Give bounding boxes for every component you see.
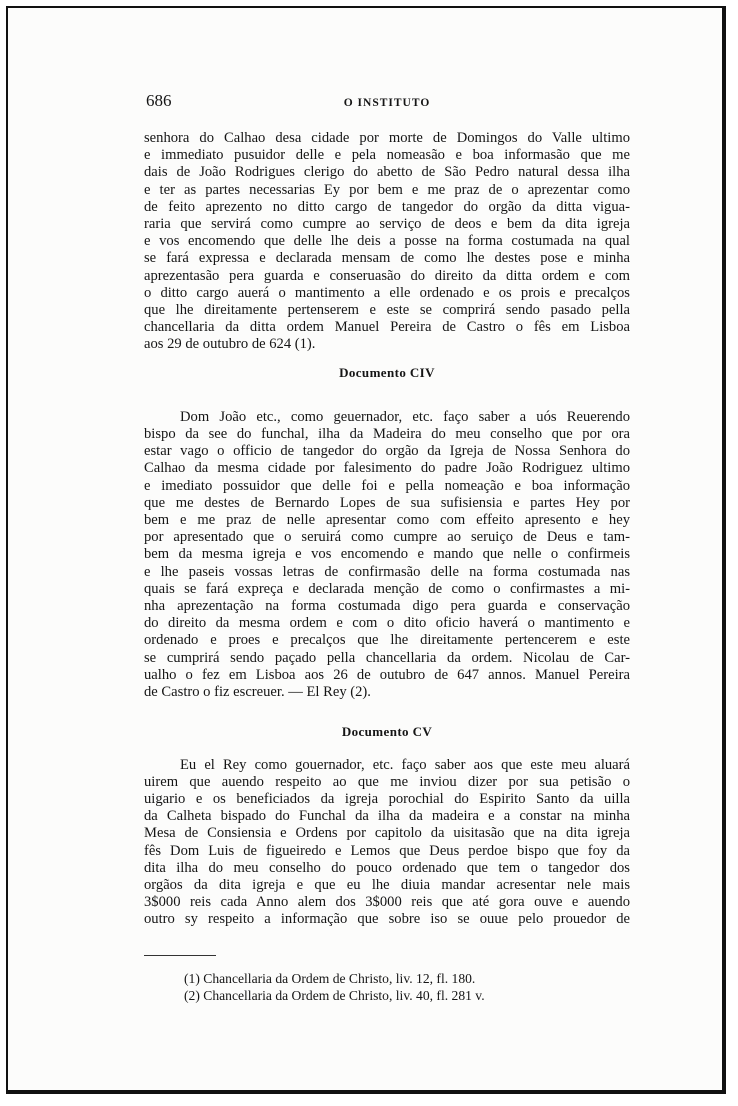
footnotes bbox=[144, 970, 630, 1004]
text-line: e immediato pusuidor delle e pela nomeasão e boa informasão que me bbox=[144, 147, 630, 164]
footnote-divider bbox=[144, 955, 216, 956]
page-number: 686 bbox=[146, 91, 172, 110]
text-line: bem da mesma igreja e vos encomendo e mando que nelle o confirmeis bbox=[144, 546, 630, 563]
book-page bbox=[144, 92, 630, 1004]
text-line: Calhao da mesma cidade por falesimento do padre João Rodriguez ultimo bbox=[144, 460, 630, 477]
text-line: do direito da mesma ordem e com o dito oficio haverá o mantimento e bbox=[144, 615, 630, 632]
text-line: aos 29 de outubro de 624 (1). bbox=[144, 336, 316, 353]
text-line: o ditto cargo auerá o mantimento a elle ordenado e os prois e precalços bbox=[144, 284, 630, 301]
text-line: ordenado e proes e precalços que lhe direitamente pertencerem e este bbox=[144, 632, 630, 649]
document-cv-heading: Documento CV bbox=[341, 724, 433, 740]
text-line: fês Dom Luis de figueiredo e Lemos que Deus perdoe bispo que foy da bbox=[144, 842, 630, 859]
text-line: da Calheta bispado do Funchal da ilha da madeira e a constar na minha bbox=[144, 808, 630, 825]
running-head bbox=[144, 92, 630, 116]
text-line: se cumprirá sendo paçado pella chancellaria da ordem. Nicolau de Car- bbox=[144, 649, 630, 666]
text-line: que lhe direitamente pertenserem e este se comprirá sendo pasado pella bbox=[144, 302, 630, 319]
text-line: Dom João etc., como geuernador, etc. faço saber a uós Reuerendo bbox=[180, 408, 630, 425]
text-line: dais de João Rodrigues clerigo do abetto de São Pedro natural dessa ilha bbox=[144, 164, 630, 181]
footnote-1: (1) Chancellaria da Ordem de Christo, liv. 12, fl. 180. bbox=[184, 970, 476, 986]
paragraph-document-civ bbox=[144, 409, 630, 701]
text-line: outro sy respeito a informação que sobre iso se ouue pelo prouedor de bbox=[144, 911, 630, 928]
text-line: por apresentado que o seruirá como cumpre ao seruiço de Deus e tam- bbox=[144, 529, 630, 546]
paragraph-document-cv bbox=[144, 757, 630, 929]
text-line: Mesa de Consiensia e Ordens por capitolo da uisitasão que na dita igreja bbox=[144, 825, 630, 842]
text-line: Eu el Rey como gouernador, etc. faço saber aos que este meu aluará bbox=[180, 756, 630, 773]
footnote-2: (2) Chancellaria da Ordem de Christo, liv. 40, fl. 281 v. bbox=[184, 987, 485, 1003]
text-line: de Castro o fiz escreuer. — El Rey (2). bbox=[144, 684, 371, 701]
text-line: quais se fará expreça e declarada menção de como o confirmastes a mi- bbox=[144, 580, 630, 597]
text-line: dita ilha do meu conselho do pouco ordenado que tem o tangedor dos bbox=[144, 859, 630, 876]
text-line: que me destes de Bernardo Lopes de sua sufisiensia e partes Hey por bbox=[144, 494, 630, 511]
text-line: e vos encomendo que delle lhe deis a posse na forma costumada na qual bbox=[144, 233, 630, 250]
text-line: 3$000 reis cada Anno alem dos 3$000 reis que até gora ouve e auendo bbox=[144, 894, 630, 911]
text-line: raria que servirá como cumpre ao serviço de deos e bem da dita igreja bbox=[144, 216, 630, 233]
text-line: bem e me praz de nelle apresentar como com effeito apresento e hey bbox=[144, 512, 630, 529]
text-line: bispo da see do funchal, ilha da Madeira do meu conselho que por ora bbox=[144, 426, 630, 443]
text-line: senhora do Calhao desa cidade por morte de Domingos do Valle ultimo bbox=[144, 130, 630, 146]
text-line: de feito aprezento no ditto cargo de tangedor do orgão da ditta vigua- bbox=[144, 198, 630, 215]
text-line: uigario e os beneficiados da igreja porochial do Espirito Santo da uilla bbox=[144, 790, 630, 807]
text-line: aprezentasão pera guarda e conseruasão do direito da ditta ordem e com bbox=[144, 267, 630, 284]
paragraph-continuation bbox=[144, 130, 630, 354]
text-line: orgãos da dita igreja e que eu lhe diuia mandar acresentar nele mais bbox=[144, 876, 630, 893]
document-civ-heading: Documento CIV bbox=[339, 364, 435, 380]
text-line: estar vago o officio de tangedor do orgão da Igreja de Nossa Senhora do bbox=[144, 443, 630, 460]
text-line: e lhe paseis vossas letras de confirmasão delle na forma costumada nas bbox=[144, 563, 630, 580]
text-line: nha aprezentação na forma costumada digo pera guarda e conservação bbox=[144, 598, 630, 615]
text-line: e imediato possuidor que delle foi e pella nomeação e boa informação bbox=[144, 477, 630, 494]
text-line: e ter as partes necessarias Ey por bem e me praz de o aprezentar como bbox=[144, 181, 630, 198]
text-line: uirem que auendo respeito ao que me inviou dizer por sua petisão o bbox=[144, 773, 630, 790]
text-line: se fará expressa e declarada mensam de como lhe destes pose e minha bbox=[144, 250, 630, 267]
text-line: ualho o fez em Lisboa aos 26 de outubro de 647 annos. Manuel Pereira bbox=[144, 666, 630, 683]
text-line: chancellaria da ditta ordem Manuel Pereira de Castro o fês em Lisboa bbox=[144, 319, 630, 336]
running-title: O INSTITUTO bbox=[343, 97, 431, 109]
